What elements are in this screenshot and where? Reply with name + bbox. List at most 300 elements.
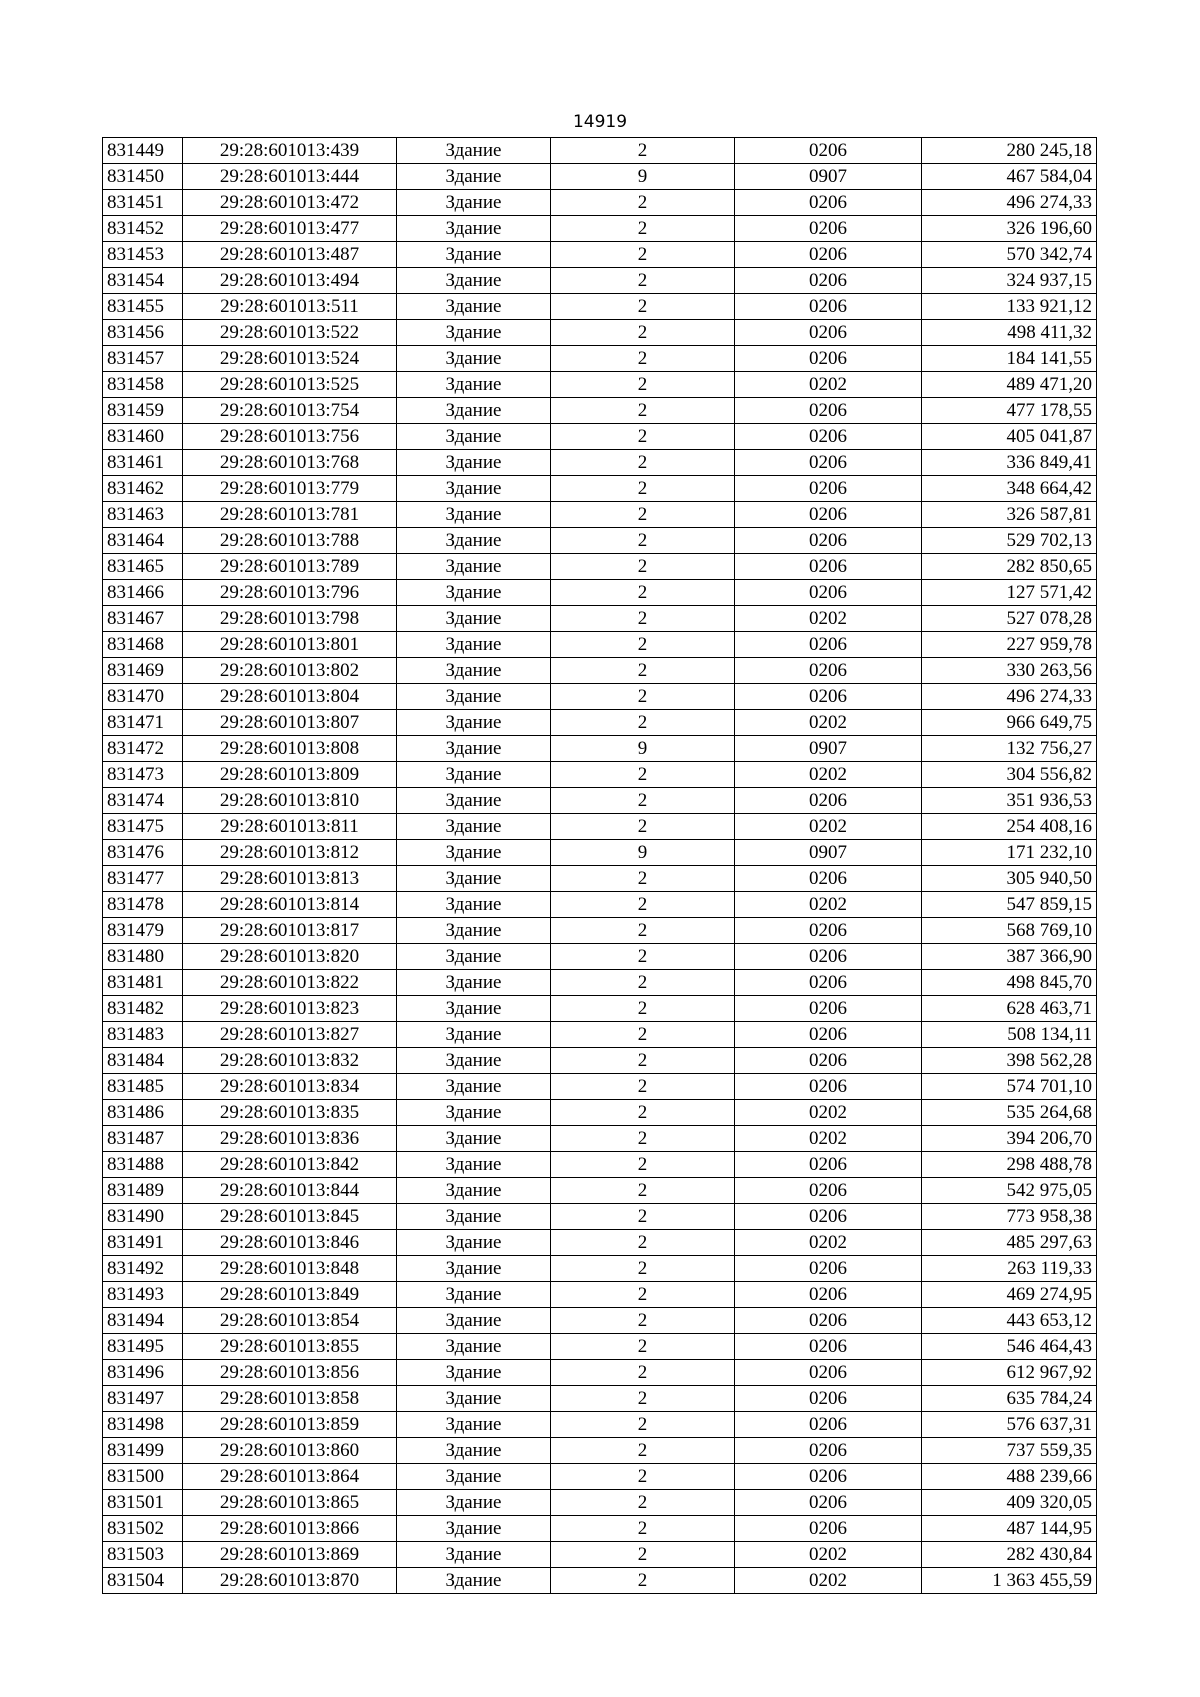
cadastral-value-cell: 489 471,20 xyxy=(922,372,1097,398)
code-cell: 0206 xyxy=(735,476,922,502)
object-type-cell: Здание xyxy=(397,216,551,242)
object-type-cell: Здание xyxy=(397,1464,551,1490)
code-cell: 0202 xyxy=(735,1568,922,1594)
cadastral-value-cell: 966 649,75 xyxy=(922,710,1097,736)
cadastral-number-cell: 29:28:601013:524 xyxy=(183,346,397,372)
cadastral-number-cell: 29:28:601013:844 xyxy=(183,1178,397,1204)
row-id-cell: 831466 xyxy=(103,580,183,606)
group-cell: 2 xyxy=(551,476,735,502)
page-number: 14919 xyxy=(572,112,628,132)
object-type-cell: Здание xyxy=(397,424,551,450)
row-id-cell: 831458 xyxy=(103,372,183,398)
table-row xyxy=(103,164,1097,190)
table-row xyxy=(103,1126,1097,1152)
table-row xyxy=(103,866,1097,892)
object-type-cell: Здание xyxy=(397,1438,551,1464)
row-id-cell: 831488 xyxy=(103,1152,183,1178)
table-row xyxy=(103,1022,1097,1048)
cadastral-number-cell: 29:28:601013:854 xyxy=(183,1308,397,1334)
cadastral-value-cell: 628 463,71 xyxy=(922,996,1097,1022)
object-type-cell: Здание xyxy=(397,346,551,372)
table-row xyxy=(103,1100,1097,1126)
code-cell: 0206 xyxy=(735,580,922,606)
row-id-cell: 831504 xyxy=(103,1568,183,1594)
table-row xyxy=(103,1542,1097,1568)
row-id-cell: 831464 xyxy=(103,528,183,554)
row-id-cell: 831473 xyxy=(103,762,183,788)
group-cell: 2 xyxy=(551,996,735,1022)
cadastral-value-cell: 263 119,33 xyxy=(922,1256,1097,1282)
object-type-cell: Здание xyxy=(397,1334,551,1360)
group-cell: 2 xyxy=(551,190,735,216)
cadastral-number-cell: 29:28:601013:796 xyxy=(183,580,397,606)
cadastral-value-cell: 546 464,43 xyxy=(922,1334,1097,1360)
code-cell: 0206 xyxy=(735,1490,922,1516)
code-cell: 0206 xyxy=(735,866,922,892)
code-cell: 0206 xyxy=(735,1074,922,1100)
cadastral-value-cell: 184 141,55 xyxy=(922,346,1097,372)
group-cell: 2 xyxy=(551,1516,735,1542)
cadastral-value-cell: 496 274,33 xyxy=(922,190,1097,216)
group-cell: 2 xyxy=(551,346,735,372)
table-row xyxy=(103,840,1097,866)
object-type-cell: Здание xyxy=(397,1412,551,1438)
table-row xyxy=(103,268,1097,294)
cadastral-number-cell: 29:28:601013:860 xyxy=(183,1438,397,1464)
object-type-cell: Здание xyxy=(397,320,551,346)
object-type-cell: Здание xyxy=(397,1126,551,1152)
registry-table-body xyxy=(103,138,1097,1594)
code-cell: 0202 xyxy=(735,1126,922,1152)
cadastral-value-cell: 568 769,10 xyxy=(922,918,1097,944)
object-type-cell: Здание xyxy=(397,1386,551,1412)
table-row xyxy=(103,658,1097,684)
cadastral-value-cell: 326 587,81 xyxy=(922,502,1097,528)
object-type-cell: Здание xyxy=(397,762,551,788)
table-row xyxy=(103,580,1097,606)
group-cell: 2 xyxy=(551,1308,735,1334)
cadastral-number-cell: 29:28:601013:444 xyxy=(183,164,397,190)
row-id-cell: 831472 xyxy=(103,736,183,762)
cadastral-value-cell: 570 342,74 xyxy=(922,242,1097,268)
row-id-cell: 831489 xyxy=(103,1178,183,1204)
cadastral-value-cell: 467 584,04 xyxy=(922,164,1097,190)
table-row xyxy=(103,1438,1097,1464)
code-cell: 0206 xyxy=(735,1516,922,1542)
object-type-cell: Здание xyxy=(397,1568,551,1594)
cadastral-value-cell: 469 274,95 xyxy=(922,1282,1097,1308)
group-cell: 2 xyxy=(551,1204,735,1230)
group-cell: 2 xyxy=(551,1334,735,1360)
row-id-cell: 831463 xyxy=(103,502,183,528)
row-id-cell: 831470 xyxy=(103,684,183,710)
cadastral-number-cell: 29:28:601013:807 xyxy=(183,710,397,736)
group-cell: 2 xyxy=(551,970,735,996)
object-type-cell: Здание xyxy=(397,918,551,944)
cadastral-number-cell: 29:28:601013:832 xyxy=(183,1048,397,1074)
cadastral-number-cell: 29:28:601013:789 xyxy=(183,554,397,580)
row-id-cell: 831501 xyxy=(103,1490,183,1516)
row-id-cell: 831484 xyxy=(103,1048,183,1074)
table-row xyxy=(103,450,1097,476)
object-type-cell: Здание xyxy=(397,450,551,476)
cadastral-number-cell: 29:28:601013:756 xyxy=(183,424,397,450)
object-type-cell: Здание xyxy=(397,632,551,658)
cadastral-value-cell: 574 701,10 xyxy=(922,1074,1097,1100)
cadastral-number-cell: 29:28:601013:811 xyxy=(183,814,397,840)
code-cell: 0206 xyxy=(735,632,922,658)
table-row xyxy=(103,996,1097,1022)
code-cell: 0202 xyxy=(735,762,922,788)
group-cell: 2 xyxy=(551,1022,735,1048)
code-cell: 0206 xyxy=(735,1360,922,1386)
table-row xyxy=(103,476,1097,502)
cadastral-value-cell: 280 245,18 xyxy=(922,138,1097,164)
cadastral-value-cell: 298 488,78 xyxy=(922,1152,1097,1178)
cadastral-number-cell: 29:28:601013:858 xyxy=(183,1386,397,1412)
row-id-cell: 831456 xyxy=(103,320,183,346)
cadastral-number-cell: 29:28:601013:525 xyxy=(183,372,397,398)
object-type-cell: Здание xyxy=(397,502,551,528)
object-type-cell: Здание xyxy=(397,268,551,294)
row-id-cell: 831480 xyxy=(103,944,183,970)
cadastral-value-cell: 387 366,90 xyxy=(922,944,1097,970)
group-cell: 2 xyxy=(551,658,735,684)
cadastral-value-cell: 132 756,27 xyxy=(922,736,1097,762)
code-cell: 0202 xyxy=(735,1100,922,1126)
cadastral-value-cell: 498 411,32 xyxy=(922,320,1097,346)
row-id-cell: 831491 xyxy=(103,1230,183,1256)
row-id-cell: 831462 xyxy=(103,476,183,502)
code-cell: 0206 xyxy=(735,970,922,996)
cadastral-number-cell: 29:28:601013:820 xyxy=(183,944,397,970)
code-cell: 0206 xyxy=(735,424,922,450)
object-type-cell: Здание xyxy=(397,1152,551,1178)
table-row xyxy=(103,190,1097,216)
cadastral-number-cell: 29:28:601013:846 xyxy=(183,1230,397,1256)
row-id-cell: 831459 xyxy=(103,398,183,424)
cadastral-value-cell: 542 975,05 xyxy=(922,1178,1097,1204)
cadastral-number-cell: 29:28:601013:856 xyxy=(183,1360,397,1386)
table-row xyxy=(103,372,1097,398)
cadastral-value-cell: 508 134,11 xyxy=(922,1022,1097,1048)
object-type-cell: Здание xyxy=(397,970,551,996)
table-row xyxy=(103,1490,1097,1516)
group-cell: 2 xyxy=(551,372,735,398)
table-row xyxy=(103,892,1097,918)
cadastral-value-cell: 1 363 455,59 xyxy=(922,1568,1097,1594)
row-id-cell: 831449 xyxy=(103,138,183,164)
code-cell: 0206 xyxy=(735,294,922,320)
object-type-cell: Здание xyxy=(397,190,551,216)
row-id-cell: 831460 xyxy=(103,424,183,450)
code-cell: 0206 xyxy=(735,944,922,970)
cadastral-number-cell: 29:28:601013:865 xyxy=(183,1490,397,1516)
code-cell: 0206 xyxy=(735,1022,922,1048)
cadastral-number-cell: 29:28:601013:859 xyxy=(183,1412,397,1438)
cadastral-number-cell: 29:28:601013:836 xyxy=(183,1126,397,1152)
object-type-cell: Здание xyxy=(397,476,551,502)
object-type-cell: Здание xyxy=(397,1542,551,1568)
cadastral-value-cell: 496 274,33 xyxy=(922,684,1097,710)
cadastral-number-cell: 29:28:601013:842 xyxy=(183,1152,397,1178)
table-row xyxy=(103,502,1097,528)
cadastral-value-cell: 398 562,28 xyxy=(922,1048,1097,1074)
table-row xyxy=(103,684,1097,710)
group-cell: 2 xyxy=(551,892,735,918)
row-id-cell: 831455 xyxy=(103,294,183,320)
group-cell: 9 xyxy=(551,736,735,762)
code-cell: 0206 xyxy=(735,450,922,476)
row-id-cell: 831500 xyxy=(103,1464,183,1490)
cadastral-number-cell: 29:28:601013:788 xyxy=(183,528,397,554)
object-type-cell: Здание xyxy=(397,944,551,970)
row-id-cell: 831471 xyxy=(103,710,183,736)
code-cell: 0907 xyxy=(735,840,922,866)
object-type-cell: Здание xyxy=(397,1308,551,1334)
cadastral-value-cell: 336 849,41 xyxy=(922,450,1097,476)
row-id-cell: 831503 xyxy=(103,1542,183,1568)
code-cell: 0202 xyxy=(735,814,922,840)
group-cell: 2 xyxy=(551,1490,735,1516)
group-cell: 2 xyxy=(551,1256,735,1282)
cadastral-number-cell: 29:28:601013:808 xyxy=(183,736,397,762)
group-cell: 2 xyxy=(551,1074,735,1100)
table-row xyxy=(103,1178,1097,1204)
cadastral-number-cell: 29:28:601013:798 xyxy=(183,606,397,632)
table-row xyxy=(103,138,1097,164)
group-cell: 2 xyxy=(551,1542,735,1568)
cadastral-number-cell: 29:28:601013:802 xyxy=(183,658,397,684)
group-cell: 2 xyxy=(551,450,735,476)
group-cell: 2 xyxy=(551,1152,735,1178)
code-cell: 0206 xyxy=(735,346,922,372)
cadastral-number-cell: 29:28:601013:817 xyxy=(183,918,397,944)
cadastral-value-cell: 612 967,92 xyxy=(922,1360,1097,1386)
code-cell: 0206 xyxy=(735,996,922,1022)
group-cell: 2 xyxy=(551,398,735,424)
row-id-cell: 831477 xyxy=(103,866,183,892)
code-cell: 0206 xyxy=(735,1178,922,1204)
group-cell: 2 xyxy=(551,814,735,840)
object-type-cell: Здание xyxy=(397,164,551,190)
table-row xyxy=(103,918,1097,944)
cadastral-value-cell: 498 845,70 xyxy=(922,970,1097,996)
object-type-cell: Здание xyxy=(397,372,551,398)
row-id-cell: 831474 xyxy=(103,788,183,814)
registry-table xyxy=(102,137,1097,1594)
object-type-cell: Здание xyxy=(397,892,551,918)
code-cell: 0907 xyxy=(735,164,922,190)
row-id-cell: 831476 xyxy=(103,840,183,866)
row-id-cell: 831487 xyxy=(103,1126,183,1152)
cadastral-number-cell: 29:28:601013:869 xyxy=(183,1542,397,1568)
table-row xyxy=(103,1386,1097,1412)
group-cell: 2 xyxy=(551,1438,735,1464)
cadastral-value-cell: 133 921,12 xyxy=(922,294,1097,320)
code-cell: 0907 xyxy=(735,736,922,762)
table-row xyxy=(103,398,1097,424)
cadastral-number-cell: 29:28:601013:809 xyxy=(183,762,397,788)
code-cell: 0206 xyxy=(735,216,922,242)
cadastral-value-cell: 409 320,05 xyxy=(922,1490,1097,1516)
table-row xyxy=(103,1464,1097,1490)
code-cell: 0202 xyxy=(735,1542,922,1568)
group-cell: 2 xyxy=(551,424,735,450)
group-cell: 2 xyxy=(551,242,735,268)
cadastral-value-cell: 326 196,60 xyxy=(922,216,1097,242)
code-cell: 0206 xyxy=(735,242,922,268)
table-row xyxy=(103,736,1097,762)
code-cell: 0206 xyxy=(735,788,922,814)
cadastral-number-cell: 29:28:601013:439 xyxy=(183,138,397,164)
row-id-cell: 831490 xyxy=(103,1204,183,1230)
group-cell: 2 xyxy=(551,1230,735,1256)
table-row xyxy=(103,788,1097,814)
group-cell: 2 xyxy=(551,606,735,632)
group-cell: 2 xyxy=(551,1464,735,1490)
table-row xyxy=(103,424,1097,450)
code-cell: 0206 xyxy=(735,1412,922,1438)
table-row xyxy=(103,528,1097,554)
cadastral-value-cell: 227 959,78 xyxy=(922,632,1097,658)
code-cell: 0202 xyxy=(735,606,922,632)
cadastral-number-cell: 29:28:601013:754 xyxy=(183,398,397,424)
code-cell: 0206 xyxy=(735,138,922,164)
group-cell: 9 xyxy=(551,164,735,190)
table-row xyxy=(103,1360,1097,1386)
group-cell: 2 xyxy=(551,710,735,736)
group-cell: 2 xyxy=(551,294,735,320)
object-type-cell: Здание xyxy=(397,710,551,736)
object-type-cell: Здание xyxy=(397,294,551,320)
row-id-cell: 831496 xyxy=(103,1360,183,1386)
table-row xyxy=(103,216,1097,242)
object-type-cell: Здание xyxy=(397,1022,551,1048)
object-type-cell: Здание xyxy=(397,606,551,632)
group-cell: 2 xyxy=(551,580,735,606)
cadastral-value-cell: 737 559,35 xyxy=(922,1438,1097,1464)
table-row xyxy=(103,710,1097,736)
table-row xyxy=(103,1048,1097,1074)
row-id-cell: 831461 xyxy=(103,450,183,476)
object-type-cell: Здание xyxy=(397,398,551,424)
row-id-cell: 831478 xyxy=(103,892,183,918)
cadastral-number-cell: 29:28:601013:487 xyxy=(183,242,397,268)
table-row xyxy=(103,1204,1097,1230)
object-type-cell: Здание xyxy=(397,814,551,840)
cadastral-number-cell: 29:28:601013:845 xyxy=(183,1204,397,1230)
cadastral-number-cell: 29:28:601013:855 xyxy=(183,1334,397,1360)
row-id-cell: 831457 xyxy=(103,346,183,372)
code-cell: 0206 xyxy=(735,1334,922,1360)
table-row xyxy=(103,294,1097,320)
cadastral-value-cell: 171 232,10 xyxy=(922,840,1097,866)
object-type-cell: Здание xyxy=(397,242,551,268)
code-cell: 0206 xyxy=(735,268,922,294)
cadastral-value-cell: 394 206,70 xyxy=(922,1126,1097,1152)
cadastral-number-cell: 29:28:601013:781 xyxy=(183,502,397,528)
cadastral-number-cell: 29:28:601013:814 xyxy=(183,892,397,918)
code-cell: 0202 xyxy=(735,892,922,918)
table-row xyxy=(103,320,1097,346)
group-cell: 2 xyxy=(551,554,735,580)
cadastral-value-cell: 405 041,87 xyxy=(922,424,1097,450)
object-type-cell: Здание xyxy=(397,1178,551,1204)
group-cell: 2 xyxy=(551,1126,735,1152)
group-cell: 2 xyxy=(551,216,735,242)
row-id-cell: 831494 xyxy=(103,1308,183,1334)
group-cell: 2 xyxy=(551,528,735,554)
object-type-cell: Здание xyxy=(397,1100,551,1126)
code-cell: 0206 xyxy=(735,1048,922,1074)
code-cell: 0206 xyxy=(735,528,922,554)
cadastral-number-cell: 29:28:601013:472 xyxy=(183,190,397,216)
cadastral-number-cell: 29:28:601013:870 xyxy=(183,1568,397,1594)
cadastral-number-cell: 29:28:601013:866 xyxy=(183,1516,397,1542)
group-cell: 2 xyxy=(551,788,735,814)
object-type-cell: Здание xyxy=(397,866,551,892)
row-id-cell: 831452 xyxy=(103,216,183,242)
cadastral-number-cell: 29:28:601013:768 xyxy=(183,450,397,476)
table-row xyxy=(103,1568,1097,1594)
table-row xyxy=(103,1282,1097,1308)
code-cell: 0202 xyxy=(735,710,922,736)
object-type-cell: Здание xyxy=(397,1074,551,1100)
group-cell: 2 xyxy=(551,268,735,294)
object-type-cell: Здание xyxy=(397,1230,551,1256)
cadastral-number-cell: 29:28:601013:810 xyxy=(183,788,397,814)
table-row xyxy=(103,1334,1097,1360)
cadastral-value-cell: 351 936,53 xyxy=(922,788,1097,814)
object-type-cell: Здание xyxy=(397,1204,551,1230)
cadastral-value-cell: 305 940,50 xyxy=(922,866,1097,892)
group-cell: 2 xyxy=(551,944,735,970)
code-cell: 0206 xyxy=(735,1152,922,1178)
row-id-cell: 831492 xyxy=(103,1256,183,1282)
table-row xyxy=(103,1516,1097,1542)
table-row xyxy=(103,242,1097,268)
cadastral-number-cell: 29:28:601013:494 xyxy=(183,268,397,294)
group-cell: 2 xyxy=(551,918,735,944)
row-id-cell: 831499 xyxy=(103,1438,183,1464)
cadastral-number-cell: 29:28:601013:849 xyxy=(183,1282,397,1308)
table-row xyxy=(103,1074,1097,1100)
group-cell: 2 xyxy=(551,1412,735,1438)
cadastral-value-cell: 487 144,95 xyxy=(922,1516,1097,1542)
code-cell: 0206 xyxy=(735,658,922,684)
row-id-cell: 831486 xyxy=(103,1100,183,1126)
table-row xyxy=(103,1256,1097,1282)
group-cell: 2 xyxy=(551,762,735,788)
group-cell: 2 xyxy=(551,1100,735,1126)
group-cell: 2 xyxy=(551,684,735,710)
object-type-cell: Здание xyxy=(397,1048,551,1074)
row-id-cell: 831498 xyxy=(103,1412,183,1438)
cadastral-number-cell: 29:28:601013:822 xyxy=(183,970,397,996)
cadastral-number-cell: 29:28:601013:779 xyxy=(183,476,397,502)
row-id-cell: 831454 xyxy=(103,268,183,294)
row-id-cell: 831453 xyxy=(103,242,183,268)
row-id-cell: 831469 xyxy=(103,658,183,684)
cadastral-value-cell: 443 653,12 xyxy=(922,1308,1097,1334)
table-row xyxy=(103,606,1097,632)
object-type-cell: Здание xyxy=(397,528,551,554)
cadastral-number-cell: 29:28:601013:801 xyxy=(183,632,397,658)
cadastral-value-cell: 635 784,24 xyxy=(922,1386,1097,1412)
table-row xyxy=(103,1152,1097,1178)
cadastral-value-cell: 127 571,42 xyxy=(922,580,1097,606)
